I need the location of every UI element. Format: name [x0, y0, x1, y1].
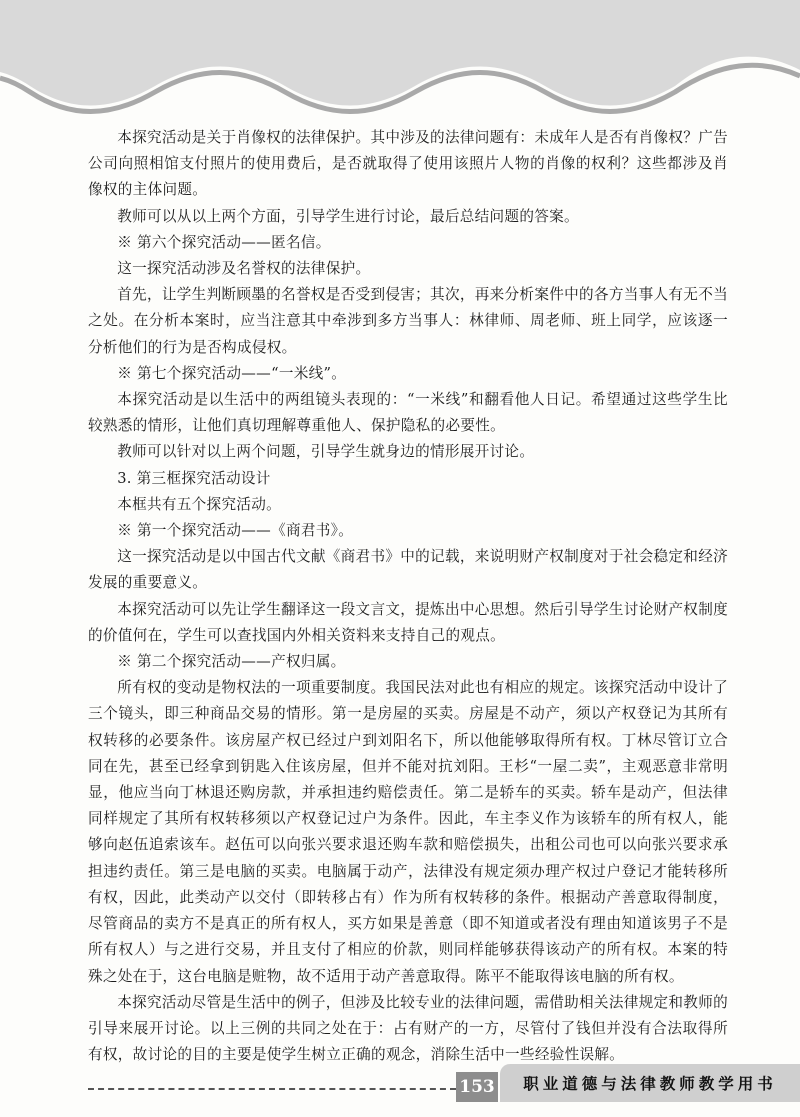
document-body [88, 125, 728, 1068]
paragraph: 首先，让学生判断顾墨的名誉权是否受到侵害；其次，再来分析案件中的各方当事人有无不当之处。在分析本案时，应当注意其中牵涉到多方当事人：林律师、周老师、班上同学，应该逐一分析他们的行为是否构成侵权。 [88, 286, 728, 356]
paragraph: 本探究活动尽管是生活中的例子，但涉及比较专业的法律问题，需借助相关法律规定和教师的引导来展开讨论。以上三例的共同之处在于：占有财产的一方，尽管付了钱但并没有合法取得所有权，故讨论的目的主要是使学生树立正确的观念，消除生活中一些经验性误解。 [88, 993, 728, 1064]
paragraph: 本探究活动是关于肖像权的法律保护。其中涉及的法律问题有：未成年人是否有肖像权？广告公司向照相馆支付照片的使用费后，是否就取得了使用该照片人物的肖像的权利？这些都涉及肖像权的主体问题。 [88, 129, 728, 199]
paragraph: ※ 第七个探究活动——“一米线”。 [117, 364, 347, 382]
paragraph: 这一探究活动涉及名誉权的法律保护。 [117, 260, 371, 278]
section-heading: 3. 第三框探究活动设计 [117, 469, 271, 487]
book-title: 职业道德与法律教师教学用书 [500, 1064, 800, 1102]
paragraph: ※ 第二个探究活动——产权归属。 [117, 653, 346, 671]
paragraph: 本探究活动是以生活中的两组镜头表现的：“一米线”和翻看他人日记。希望通过这些学生比较熟悉的情形，让他们真切理解尊重他人、保护隐私的必要性。 [88, 391, 728, 435]
paragraph: 教师可以针对以上两个问题，引导学生就身边的情形展开讨论。 [117, 443, 535, 461]
paragraph: 教师可以从以上两个方面，引导学生进行讨论，最后总结问题的答案。 [117, 207, 579, 225]
page-number: 153 [456, 1072, 498, 1102]
paragraph: ※ 第一个探究活动——《商君书》。 [117, 522, 354, 540]
paragraph: 这一探究活动是以中国古代文献《商君书》中的记载，来说明财产权制度对于社会稳定和经济发展的重要意义。 [88, 548, 728, 592]
footer-dashed-rule [88, 1088, 456, 1090]
paragraph: ※ 第六个探究活动——匿名信。 [117, 233, 331, 251]
paragraph: 本框共有五个探究活动。 [117, 495, 282, 513]
header-wave-band [0, 0, 800, 120]
paragraph: 本探究活动可以先让学生翻译这一段文言文，提炼出中心思想。然后引导学生讨论财产权制度的价值何在，学生可以查找国内外相关资料来支持自己的观点。 [88, 600, 728, 644]
paragraph: 所有权的变动是物权法的一项重要制度。我国民法对此也有相应的规定。该探究活动中设计了三个镜头，即三种商品交易的情形。第一是房屋的买卖。房屋是不动产，须以产权登记为其所有权转移的必要条件。该房屋产权已经过户到刘阳名下，所以他能够取得所有权。丁林尽管订立合同在先，甚至已经拿到钥匙入住该房屋，但并不能对抗刘阳。王杉“一屋二卖”，主观恶意非常明显，他应当向丁林退还购房款，并承担违约赔偿责任。第二是轿车的买卖。轿车是动产，但法律同样规定了其所有权转移须以产权登记过户为条件。因此，车主李义作为该轿车的所有权人，能够向赵伍追索该车。赵伍可以向张兴要求退还购车款和赔偿损失，出租公司也可以向张兴要求承担违约责任。第三是电脑的买卖。电脑属于动产，法律没有规定须办理产权过户登记才能转移所有权，因此，此类动产以交付（即转移占有）作为所有权转移的条件。根据动产善意取得制度，尽管商品的卖方不是真正的所有权人，买方如果是善意（即不知道或者没有理由知道该男子不是所有权人）与之进行交易，并且支付了相应的价款，则同样能够获得该动产的所有权。本案的特殊之处在于，这台电脑是赃物，故不适用于动产善意取得。陈平不能取得该电脑的所有权。 [88, 679, 728, 985]
page-footer [0, 1040, 800, 1117]
